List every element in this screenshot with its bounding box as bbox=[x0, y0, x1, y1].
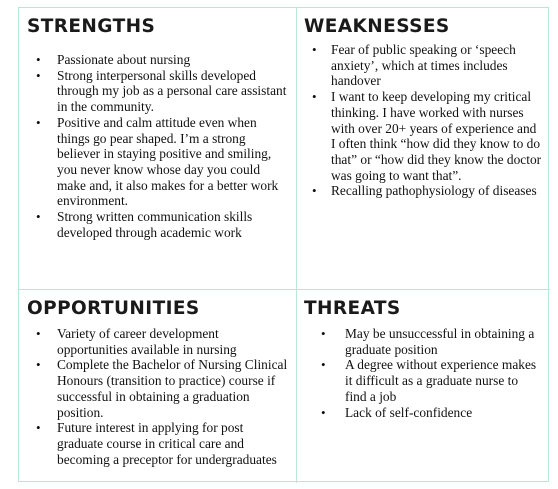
threats-list bbox=[304, 326, 542, 420]
threats-cell bbox=[297, 290, 550, 483]
list-item: • Strong interpersonal skills developed through my job as a personal care assistant in the community. bbox=[27, 68, 288, 115]
list-item: • Passionate about nursing bbox=[27, 52, 288, 68]
list-item: • Lack of self-confidence bbox=[304, 405, 542, 421]
strengths-heading: STRENGTHS bbox=[27, 16, 156, 37]
swot-table bbox=[18, 7, 549, 482]
list-item: • I want to keep developing my critical thinking. I have worked with nurses with over 20+ years of experience and I often think “how did they know to do that” or “how did they know the doctor was going to want that”. bbox=[304, 89, 542, 183]
list-item: • Recalling pathophysiology of diseases bbox=[304, 183, 542, 199]
list-item: • Variety of career development opportunities available in nursing bbox=[27, 326, 288, 357]
threats-heading: THREATS bbox=[304, 298, 401, 319]
strengths-list bbox=[27, 52, 288, 240]
list-item: • Fear of public speaking or ‘speech anxiety’, which at times includes handover bbox=[304, 42, 542, 89]
weaknesses-list bbox=[304, 42, 542, 199]
opportunities-cell bbox=[19, 290, 297, 483]
opportunities-heading: OPPORTUNITIES bbox=[27, 298, 200, 319]
list-item: • May be unsuccessful in obtaining a graduate position bbox=[304, 326, 542, 357]
opportunities-list bbox=[27, 326, 288, 467]
weaknesses-cell bbox=[297, 8, 550, 290]
list-item: • A degree without experience makes it difficult as a graduate nurse to find a job bbox=[304, 357, 542, 404]
list-item: • Complete the Bachelor of Nursing Clinical Honours (transition to practice) course if successful in obtaining a graduation position. bbox=[27, 357, 288, 420]
weaknesses-heading: WEAKNESSES bbox=[304, 16, 450, 37]
list-item: • Future interest in applying for post graduate course in critical care and becoming a preceptor for undergraduates bbox=[27, 420, 288, 467]
list-item: • Strong written communication skills developed through academic work bbox=[27, 209, 288, 240]
list-item: • Positive and calm attitude even when things go pear shaped. I’m a strong believer in staying positive and smiling, you never know whose day you could make and, it also makes for a better work environment. bbox=[27, 115, 288, 209]
strengths-cell bbox=[19, 8, 297, 290]
